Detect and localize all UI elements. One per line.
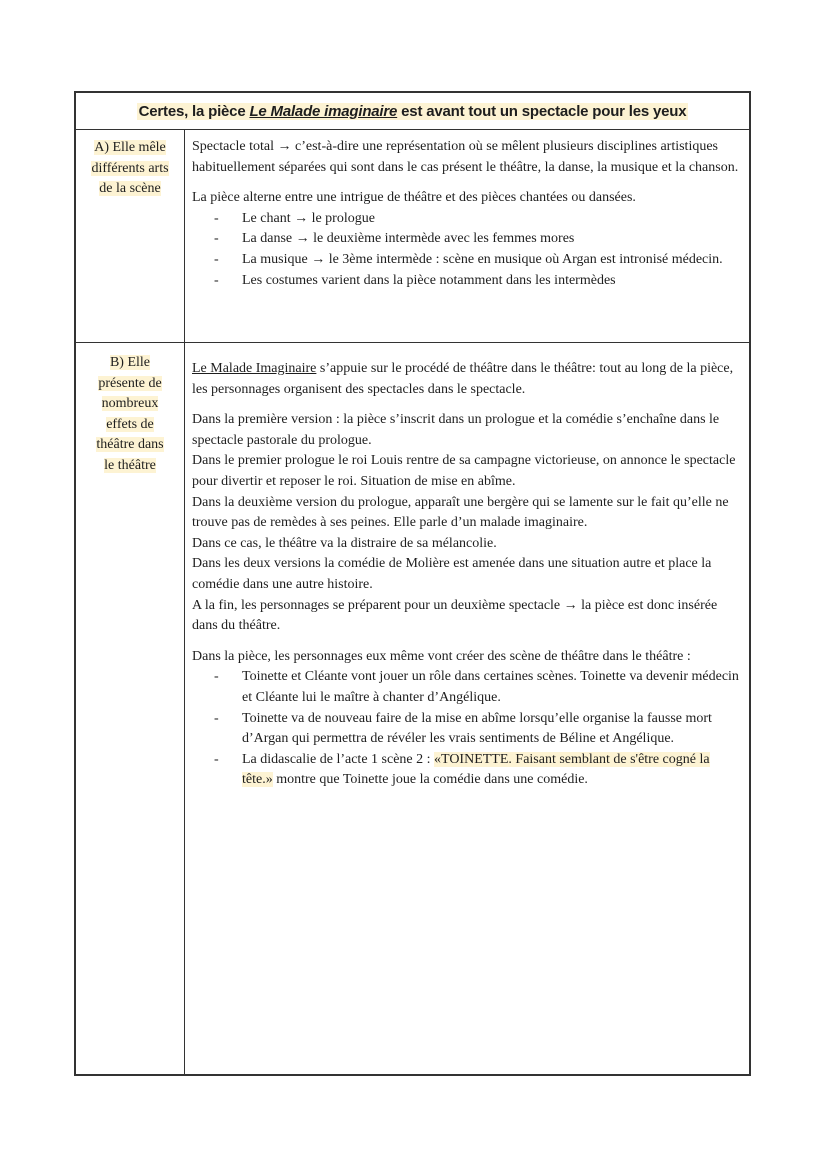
title-play-name: Le Malade imaginaire: [249, 102, 398, 120]
label-line: présente de: [98, 375, 162, 391]
intro-text: s’appuie sur le procédé de théâtre dans le théâtre: tout au long de la pièce, les personnages organisent des spectacles dans le spectacle.: [192, 361, 734, 397]
section-b-row: [76, 343, 749, 1074]
paragraph: Dans la pièce, les personnages eux même vont créer des scène de théâtre dans le théâtre :: [192, 648, 691, 664]
play-title-underlined: Le Malade Imaginaire: [192, 361, 317, 376]
bullet-list: [192, 209, 741, 291]
label-line: théâtre dans: [96, 437, 164, 452]
list-item: - La musique → le 3ème intermède : scène en musique où Argan est intronisé médecin.: [214, 250, 741, 271]
highlighted-quote: «TOINETTE. Faisant semblant de s'être cogné la tête.»: [242, 751, 710, 788]
paragraph: Spectacle total → c’est-à-dire une représentation où se mêlent plusieurs disciplines artistiques habituellement séparées qui sont dans le cas présent le théâtre, la danse, la musique et la chanson.: [192, 139, 739, 175]
section-b-content: [185, 343, 749, 1074]
label-line: de la scène: [99, 181, 161, 196]
label-line: A) Elle mêle: [94, 140, 166, 155]
list-item: - Toinette va de nouveau faire de la mise en abîme lorsqu’elle organise la fausse mort d’Argan qui permettra de révéler les vrais sentiments de Béline et Angélique.: [214, 709, 741, 750]
list-item: - Le chant → le prologue: [214, 209, 741, 230]
version-line: Dans la première version : la pièce s’inscrit dans un prologue et la comédie s’enchaîne dans le spectacle pastorale du prologue.: [192, 412, 720, 448]
list-item: - Les costumes varient dans la pièce notamment dans les intermèdes: [214, 271, 741, 292]
table-header-row: [76, 93, 749, 130]
list-item: - Toinette et Cléante vont jouer un rôle dans certaines scènes. Toinette va devenir médecin et Cléante lui le maître à chanter d’Angélique.: [214, 667, 741, 708]
section-b-label: [76, 343, 185, 1074]
list-item: [214, 750, 741, 791]
label-line: effets de: [106, 416, 154, 432]
section-a-content: [185, 130, 749, 342]
title-prefix: Certes, la pièce: [138, 102, 250, 120]
paragraph: La pièce alterne entre une intrigue de théâtre et des pièces chantées ou dansées.: [192, 190, 636, 206]
section-a-row: [76, 130, 749, 343]
versions-paragraph: [192, 410, 741, 637]
intro-paragraph: [192, 359, 741, 400]
label-line: nombreux: [101, 396, 159, 411]
section-a-label: [76, 130, 185, 342]
label-line: B) Elle: [109, 355, 151, 370]
label-line: le théâtre: [104, 457, 156, 473]
label-line: différents arts: [91, 160, 169, 176]
bullet-text: La didascalie de l’acte 1 scène 2 :: [242, 751, 435, 767]
version-line: Dans la deuxième version du prologue, apparaît une bergère qui se lamente sur le fait qu’elle ne trouve pas de remèdes à ses peines. Elle parle d’un malade imaginaire.: [192, 494, 729, 531]
version-line: A la fin, les personnages se préparent pour un deuxième spectacle → la pièce est donc insérée dans du théâtre.: [192, 597, 718, 634]
bullet-text: montre que Toinette joue la comédie dans une comédie.: [272, 772, 588, 788]
notes-table: [74, 91, 751, 1076]
version-line: Dans ce cas, le théâtre va la distraire de sa mélancolie.: [192, 535, 497, 551]
version-line: Dans le premier prologue le roi Louis rentre de sa campagne victorieuse, on annonce le spectacle pour divertir et reposer le roi. Situation de mise en abîme.: [192, 453, 736, 489]
page-title: [137, 103, 689, 120]
title-suffix: est avant tout un spectacle pour les yeux: [397, 102, 687, 120]
list-item: - La danse → le deuxième intermède avec les femmes mores: [214, 229, 741, 250]
version-line: Dans les deux versions la comédie de Molière est amenée dans une situation autre et place la comédie dans une autre histoire.: [192, 556, 712, 592]
bullet-list: [192, 667, 741, 791]
